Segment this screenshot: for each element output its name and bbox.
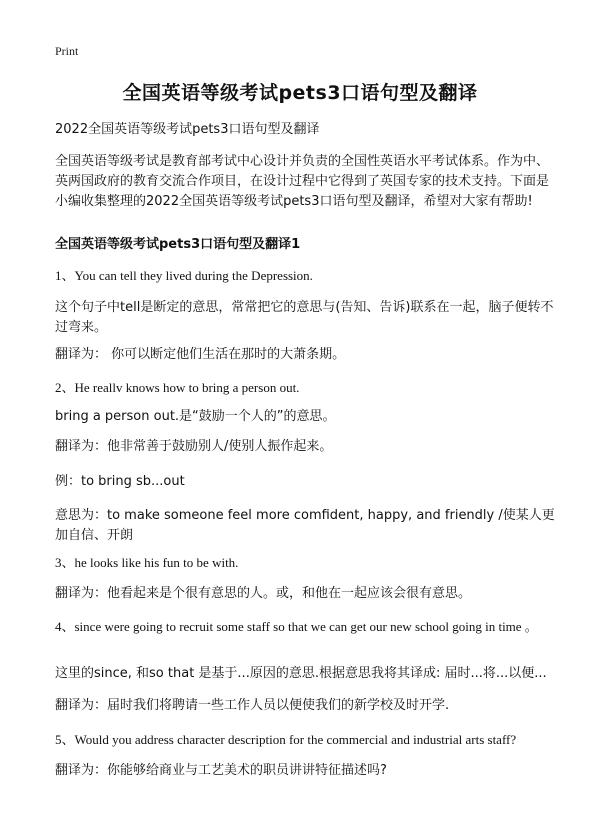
- translation-3: 翻译为：他看起来是个很有意思的人。或，和他在一起应该会很有意思。: [55, 586, 472, 601]
- explanation-4: 这里的since, 和so that 是基于...原因的意思.根据意思我将其译成: 届时...将...以便...: [55, 666, 547, 681]
- example-2: 例：to bring sb...out: [55, 474, 185, 489]
- explanation-2: bring a person out.是“鼓励一个人的”的意思。: [55, 409, 336, 424]
- translation-4: 翻译为：届时我们将聘请一些工作人员以便使我们的新学校及时开学.: [55, 698, 450, 713]
- section-heading: 全国英语等级考试pets3口语句型及翻译1: [55, 237, 301, 252]
- translation-1: 翻译为： 你可以断定他们生活在那时的大萧条期。: [55, 347, 346, 362]
- document-subtitle: 2022全国英语等级考试pets3口语句型及翻译: [55, 122, 320, 137]
- document-title: 全国英语等级考试pets3口语句型及翻译: [122, 82, 478, 104]
- print-label: Print: [55, 44, 79, 58]
- translation-5: 翻译为：你能够给商业与工艺美术的职员讲讲特征描述吗?: [55, 763, 387, 778]
- sentence-4: 4、since were going to recruit some staff so that we can get our new school going in time 。: [55, 619, 538, 634]
- meaning-2: 意思为：to make someone feel more comfident, happy, and friendly /使某人更加自信、开朗: [55, 508, 555, 543]
- sentence-1: 1、You can tell they lived during the Depression.: [55, 268, 313, 283]
- intro-paragraph: 全国英语等级考试是教育部考试中心设计并负责的全国性英语水平考试体系。作为中、英两国政府的教育交流合作项目，在设计过程中它得到了英国专家的技术支持。下面是小编收集整理的2022全国英语等级考试pets3口语句型及翻译，希望对大家有帮助!: [55, 154, 550, 209]
- sentence-2: 2、He reallv knows how to bring a person out.: [55, 380, 300, 395]
- translation-2: 翻译为：他非常善于鼓励别人/使别人振作起来。: [55, 439, 333, 454]
- sentence-5: 5、Would you address character description for the commercial and industrial arts staff?: [55, 732, 517, 747]
- explanation-1: 这个句子中tell是断定的意思，常常把它的意思与(告知、告诉)联系在一起，脑子便转不过弯来。: [55, 300, 554, 335]
- sentence-3: 3、he looks like his fun to be with.: [55, 555, 239, 570]
